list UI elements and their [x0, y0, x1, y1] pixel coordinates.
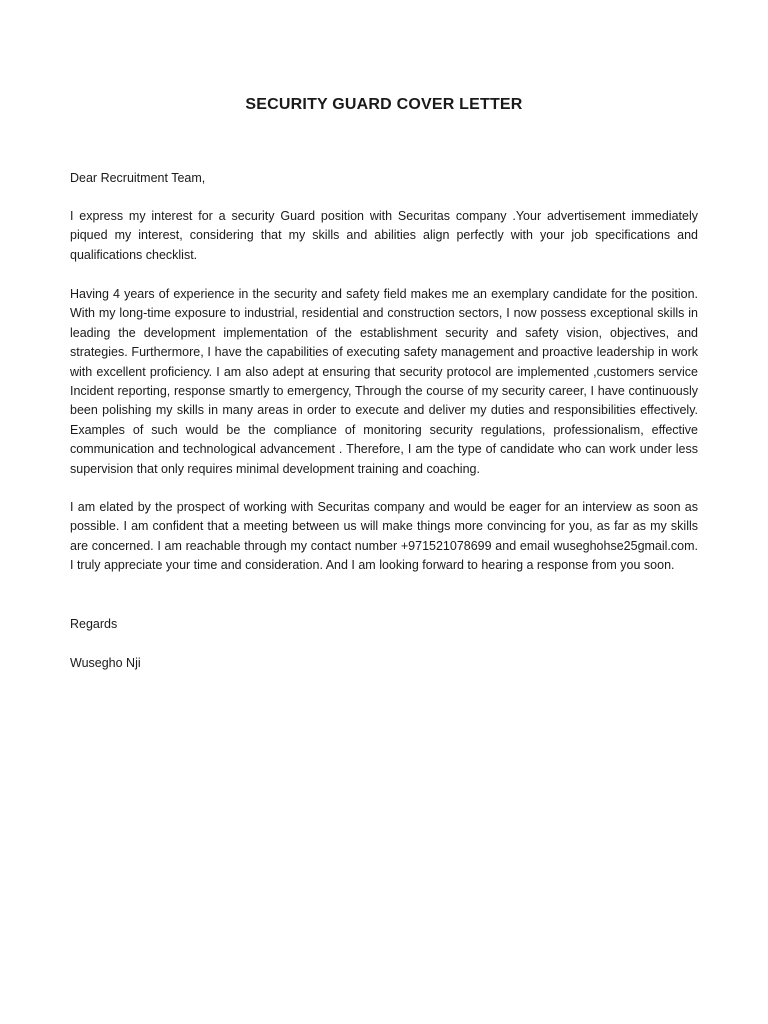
salutation: Dear Recruitment Team,: [70, 171, 206, 185]
closing-regards: Regards: [70, 617, 118, 631]
paragraph-intro: I express my interest for a security Guard position with Securitas company .Your advertisement immediately piqued my interest, considering that my skills and abilities align perfectly with your job specifications and qualifications checklist.: [70, 209, 698, 262]
signature-name: Wusegho Nji: [70, 656, 141, 670]
paragraph-experience: Having 4 years of experience in the security and safety field makes me an exemplary candidate for the position. With my long-time exposure to industrial, residential and construction sectors, I now possess exceptional skills in leading the development implementation of the establishment security and safety vision, objectives, and strategies. Furthermore, I have the capabilities of executing safety management and proactive leadership in work with excellent proficiency. I am also adept at ensuring that security protocol are implemented ,customers service Incident reporting, response smartly to emergency, Through the course of my security career, I have continuously been polishing my skills in many areas in order to execute and deliver my duties and responsibilities effectively. Examples of such would be the compliance of monitoring security regulations, professionalism, effective communication and technological advancement . Therefore, I am the type of candidate who can work under less supervision that only requires minimal development training and coaching.: [70, 287, 698, 476]
document-title: SECURITY GUARD COVER LETTER: [245, 96, 523, 113]
paragraph-closing: I am elated by the prospect of working with Securitas company and would be eager for an interview as soon as possible. I am confident that a meeting between us will make things more convincing for you, as far as my skills are concerned. I am reachable through my contact number +971521078699 and email wuseghohse25gmail.com. I truly appreciate your time and consideration. And I am looking forward to hearing a response from you soon.: [70, 500, 698, 573]
